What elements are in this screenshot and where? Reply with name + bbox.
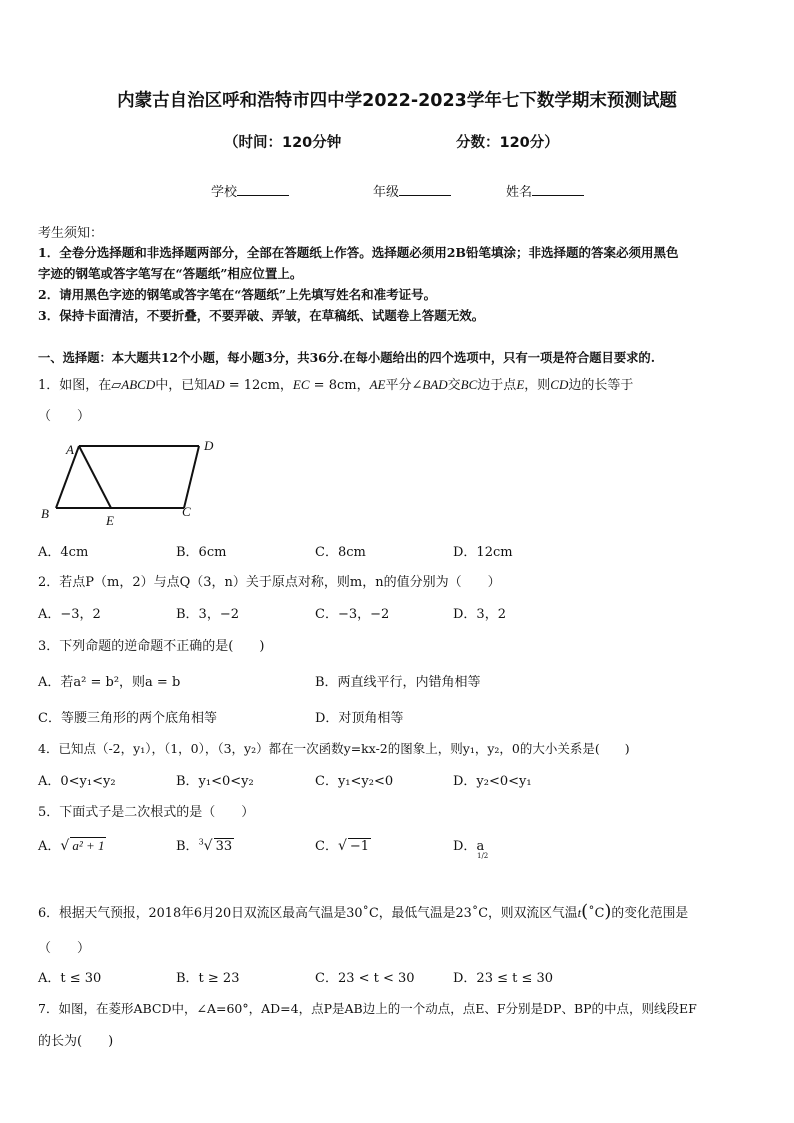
q6-option-b[interactable]: B．t ≥ 23 (176, 971, 240, 986)
question-5: 5．下面式子是二次根式的是（ ） (38, 805, 255, 820)
parallelogram-figure (36, 432, 226, 532)
question-4: 4．已知点（-2，y₁），（1，0），（3，y₂）都在一次函数y=kx-2的图象上，则y₁，y₂，0的大小关系是( ) (38, 741, 630, 756)
school-field (211, 181, 289, 200)
section-heading: 一、选择题：本大题共12个小题，每小题3分，共36分.在每小题给出的四个选项中，只有一项是符合题目要求的. (38, 350, 656, 365)
q5-option-a[interactable]: A．√ a² + 1 (38, 838, 105, 854)
q3-option-d[interactable]: D．对顶角相等 (315, 711, 404, 726)
q6-option-a[interactable]: A．t ≤ 30 (38, 971, 102, 986)
q2-option-a[interactable]: A．−3，2 (38, 607, 101, 622)
q2-option-b[interactable]: B．3，−2 (176, 607, 239, 622)
q1-option-c[interactable]: C．8cm (315, 545, 366, 560)
grade-field (373, 181, 451, 200)
question-7: 7．如图，在菱形ABCD中，∠A=60°，AD=4，点P是AB边上的一个动点，点E、F分别是DP、BP的中点，则线段EF (38, 1001, 697, 1016)
segment-AE (79, 446, 111, 508)
grade-blank[interactable] (399, 183, 451, 196)
label-D: D (204, 438, 214, 453)
q5-option-d-exponent: 1/2 (477, 852, 489, 860)
exam-score: 分数：120分） (456, 135, 559, 151)
label-C: C (182, 504, 191, 519)
label-B: B (41, 506, 49, 521)
q4-option-c[interactable]: C．y₁<y₂<0 (315, 774, 394, 789)
question-1-blank: （ ） (38, 409, 91, 424)
q6-option-d[interactable]: D．23 ≤ t ≤ 30 (453, 971, 554, 986)
q1-option-a[interactable]: A．4cm (38, 545, 89, 560)
label-E: E (106, 513, 114, 528)
school-label: 学校 (211, 185, 238, 200)
school-blank[interactable] (237, 183, 289, 196)
question-3: 3．下列命题的逆命题不正确的是( ) (38, 639, 265, 654)
q2-option-c[interactable]: C．−3，−2 (315, 607, 390, 622)
notice-item-1: 1．全卷分选择题和非选择题两部分，全部在答题纸上作答。选择题必须用2B铅笔填涂；非选择题的答案必须用黑色 (38, 245, 679, 260)
grade-label: 年级 (373, 185, 400, 200)
side-CD (184, 446, 199, 508)
notice-item-2: 2．请用黑色字迹的钢笔或答字笔在“答题纸”上先填写姓名和准考证号。 (38, 287, 437, 302)
q4-option-d[interactable]: D．y₂<0<y₁ (453, 774, 532, 789)
question-1: 1．如图，在▱ABCD中，已知AD = 12cm，EC = 8cm，AE平分∠BAD交BC边于点E，则CD边的长等于 (38, 377, 634, 393)
parallelogram-icon: ▱ (111, 378, 122, 393)
notice-item-1-cont: 字迹的钢笔或答字笔写在“答题纸”相应位置上。 (38, 266, 303, 281)
q4-option-b[interactable]: B．y₁<0<y₂ (176, 774, 254, 789)
q5-option-d[interactable]: D．a (453, 839, 485, 854)
q2-option-d[interactable]: D．3，2 (453, 607, 506, 622)
question-6: 6．根据天气预报，2018年6月20日双流区最高气温是30˚C，最低气温是23˚C，则双流区气温t(˚C)的变化范围是 (38, 901, 689, 922)
exam-time: （时间：120分钟 (224, 135, 342, 151)
question-7-cont: 的长为( ) (38, 1034, 114, 1049)
name-label: 姓名 (506, 185, 533, 200)
page-title: 内蒙古自治区呼和浩特市四中学2022-2023学年七下数学期末预测试题 (117, 91, 677, 111)
q4-option-a[interactable]: A．0<y₁<y₂ (38, 774, 116, 789)
notice-item-3: 3．保持卡面清洁，不要折叠，不要弄破、弄皱，在草稿纸、试题卷上答题无效。 (38, 308, 485, 323)
q1-option-b[interactable]: B．6cm (176, 545, 227, 560)
q1-option-d[interactable]: D．12cm (453, 545, 513, 560)
q3-option-b[interactable]: B．两直线平行，内错角相等 (315, 675, 481, 690)
question-2: 2．若点P（m，2）与点Q（3，n）关于原点对称，则m，n的值分别为（ ） (38, 575, 501, 590)
notice-heading: 考生须知： (38, 226, 104, 241)
q5-option-c[interactable]: C．√ −1 (315, 838, 370, 854)
name-blank[interactable] (532, 183, 584, 196)
q6-option-c[interactable]: C．23 < t < 30 (315, 971, 415, 986)
q5-option-b[interactable]: B．$^3$√ 33 (176, 837, 233, 854)
q3-option-a[interactable]: A．若a² = b²，则a = b (38, 675, 181, 690)
q3-option-c[interactable]: C．等腰三角形的两个底角相等 (38, 711, 217, 726)
name-field (506, 181, 584, 200)
question-6-blank: （ ） (38, 941, 91, 956)
label-A: A (66, 442, 74, 457)
